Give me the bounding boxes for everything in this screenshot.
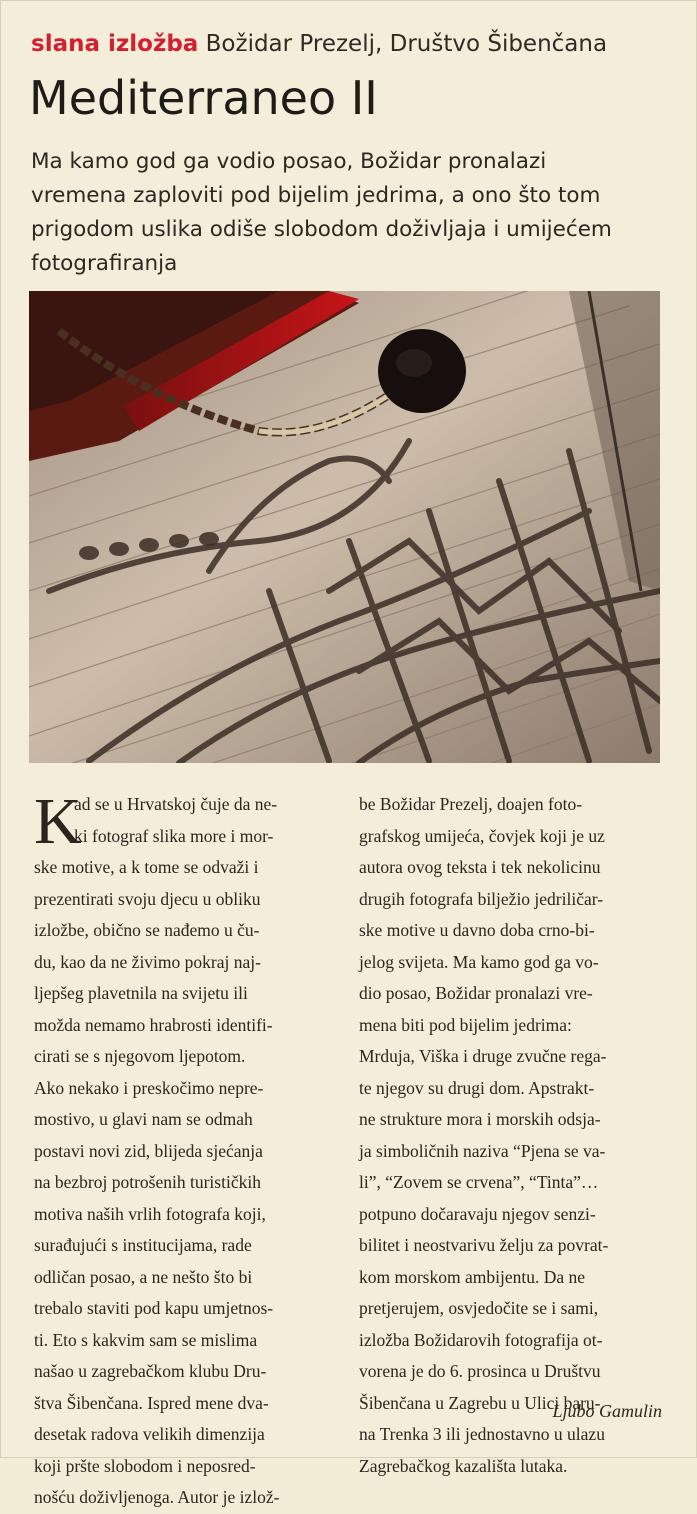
text-line: ske motive, a k tome se odvaži i <box>34 857 259 877</box>
text-line: Zagrebačkog kazališta lutaka. <box>359 1455 568 1476</box>
drop-cap: K <box>34 785 82 858</box>
text-line: autora ovog teksta i tek nekolicinu <box>359 857 601 877</box>
text-line: prezentirati svoju djecu u obliku <box>34 888 261 909</box>
text-line: motiva naših vrlih fotografa koji, <box>34 1203 266 1224</box>
text-line: mostivo, u glavi nam se odmah <box>34 1109 253 1129</box>
text-line: postavi novi zid, blijeda sjećanja <box>34 1140 263 1161</box>
text-line: pretjerujem, osvjedočite se i sami, <box>359 1298 599 1318</box>
text-line: koji pršte slobodom i neposred- <box>34 1455 256 1476</box>
text-line: izložba Božidarovih fotografija ot- <box>359 1329 603 1350</box>
text-line: surađujući s institucijama, rade <box>34 1235 252 1255</box>
kicker-credit: Božidar Prezelj, Društvo Šibenčana <box>198 31 608 57</box>
article-column-right <box>359 789 608 1482</box>
text-line: na bezbroj potrošenih turističkih <box>34 1172 261 1192</box>
text-line: desetak radova velikih dimenzija <box>34 1424 265 1444</box>
section-tag: slana izložba <box>31 31 199 57</box>
text-line: ne strukture mora i morskih odsja- <box>359 1109 601 1129</box>
text-line: možda nemamo hrabrosti identifi- <box>34 1014 273 1035</box>
text-line: bilitet i neostvarivu želju za povrat- <box>359 1235 609 1255</box>
text-line: potpuno dočaravaju njegov senzi- <box>359 1203 596 1224</box>
text-line: jelog svijeta. Ma kamo god ga vo- <box>359 951 599 972</box>
lead-line: vremena zaploviti pod bijelim jedrima, a ono što tom <box>31 183 601 208</box>
text-line: kom morskom ambijentu. Da ne <box>359 1266 586 1287</box>
kicker-line <box>31 31 607 57</box>
lead-line: prigodom uslika odiše slobodom doživljaja i umijećem <box>31 217 612 242</box>
lead-line: fotografiranja <box>31 251 178 276</box>
text-line: štva Šibenčana. Ispred mene dva- <box>34 1392 269 1413</box>
text-line: grafskog umijeća, čovjek koji je uz <box>359 825 605 846</box>
text-line: li”, “Zovem se crvena”, “Tinta”… <box>359 1172 599 1192</box>
article-title: Mediterraneo II <box>29 71 378 125</box>
text-line: ljepšeg plavetnila na svijetu ili <box>34 983 248 1003</box>
text-line: be Božidar Prezelj, doajen foto- <box>359 794 583 814</box>
text-line: dio posao, Božidar pronalazi vre- <box>359 983 593 1003</box>
article-photo <box>29 291 660 763</box>
text-line: trebalo staviti pod kapu umjetnos- <box>34 1298 274 1318</box>
text-line: drugih fotografa bilježio jedriličar- <box>359 888 604 909</box>
text-line: ad se u Hrvatskoj čuje da ne- <box>74 794 278 814</box>
text-line: cirati se s njegovom ljepotom. <box>34 1046 246 1066</box>
boat-deck-chain-shadow-photo <box>29 291 660 763</box>
text-line: du, kao da ne živimo pokraj naj- <box>34 951 261 972</box>
text-line: našao u zagrebačkom klubu Dru- <box>34 1361 267 1381</box>
text-line: nošću doživljenoga. Autor je izlož- <box>34 1487 280 1507</box>
text-line: mena biti pod bijelim jedrima: <box>359 1014 572 1035</box>
text-line: izložbe, obično se nađemo u ču- <box>34 920 260 940</box>
text-line: ske motive u davno doba crno-bi- <box>359 920 595 940</box>
text-line: ti. Eto s kakvim sam se mislima <box>34 1329 258 1350</box>
article-column-left <box>34 785 280 1514</box>
text-line: te njegov su drugi dom. Apstrakt- <box>359 1077 595 1098</box>
text-line: odličan posao, a ne nešto što bi <box>34 1266 253 1287</box>
lead-line: Ma kamo god ga vodio posao, Božidar pronalazi <box>31 149 547 174</box>
text-line: Mrduja, Viška i druge zvučne rega- <box>359 1046 607 1066</box>
text-line: ki fotograf slika more i mor- <box>74 825 274 846</box>
article-lead <box>31 145 671 281</box>
text-line: na Trenka 3 ili jednostavno u ulazu <box>359 1424 605 1444</box>
text-line: ja simboličnih naziva “Pjena se va- <box>359 1140 606 1161</box>
text-line: Ako nekako i preskočimo nepre- <box>34 1077 264 1098</box>
author-signature: Ljubo Gamulin <box>552 1401 662 1421</box>
text-line: vorena je do 6. prosinca u Društvu <box>359 1361 601 1381</box>
text-line: Šibenčana u Zagrebu u Ulici baru- <box>359 1392 601 1413</box>
